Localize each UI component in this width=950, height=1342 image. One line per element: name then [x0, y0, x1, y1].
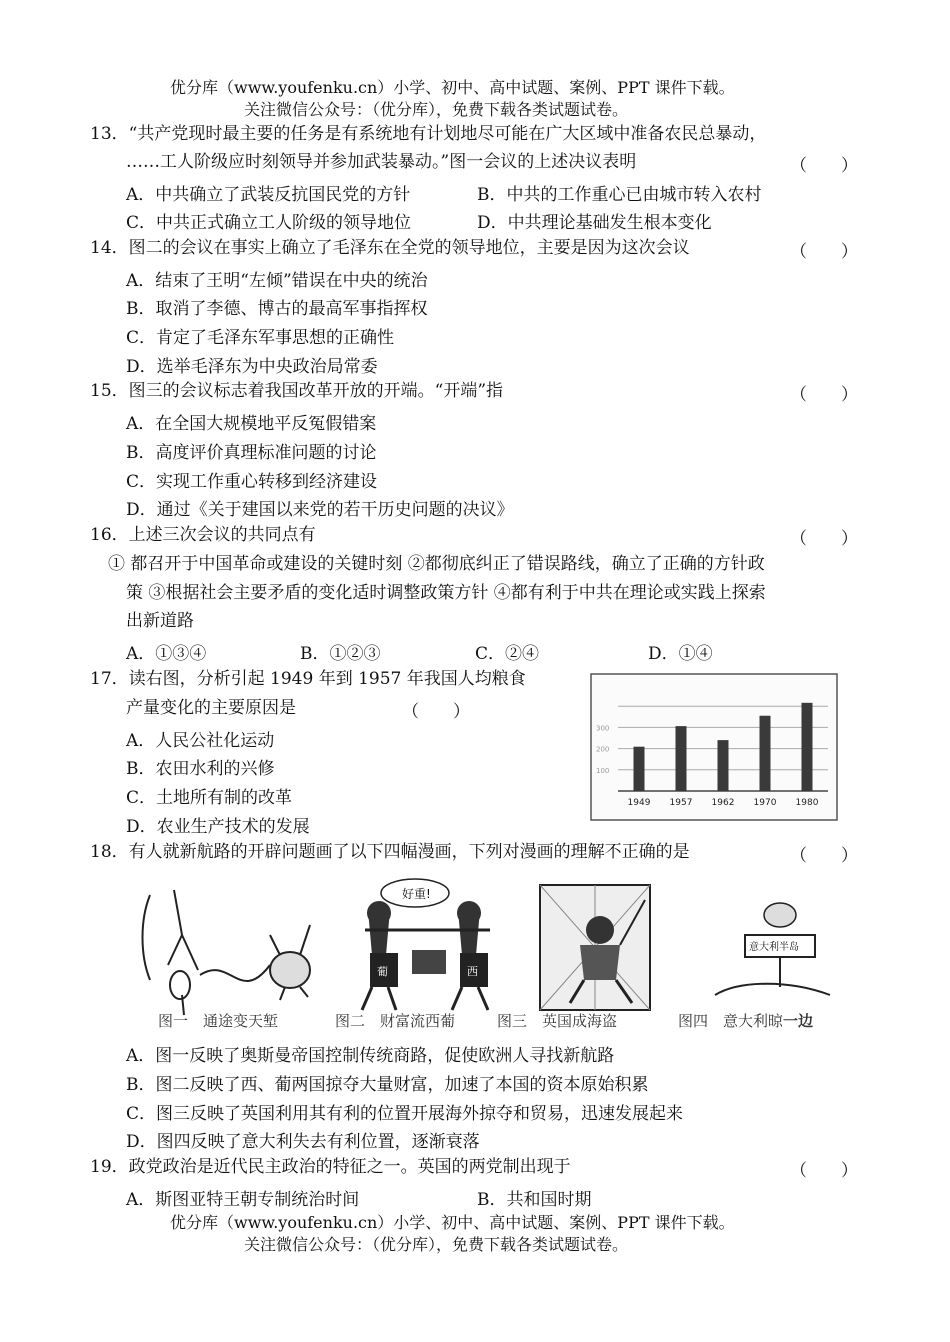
q15-answer-blank: （ ）: [790, 385, 858, 405]
cartoon-caption-2: 图二 财富流西葡: [335, 1012, 456, 1030]
chart-x-tick-label: 1949: [627, 798, 651, 808]
chart-bar-1957: [676, 726, 687, 791]
q17-option-a: A．人民公社化运动: [126, 731, 275, 751]
q16-option-d: D．①④: [648, 644, 713, 664]
q15-option-a: A．在全国大规模地平反冤假错案: [126, 414, 377, 434]
q18-stem: 18．有人就新航路的开辟问题画了以下四幅漫画，下列对漫画的理解不正确的是: [90, 842, 690, 862]
q17-option-d: D．农业生产技术的发展: [126, 817, 310, 837]
cartoon-1-scissors: [143, 890, 311, 1015]
q13-stem-line-2: ……工人阶级应时刻领导并参加武装暴动。”图一会议的上述决议表明: [126, 152, 637, 172]
q16-answer-blank: （ ）: [790, 529, 858, 549]
chart-y-tick-label: 100: [596, 766, 610, 775]
chart-y-tick-label: 300: [596, 724, 610, 733]
q18-option-b: B．图二反映了西、葡两国掠夺大量财富，加速了本国的资本原始积累: [126, 1075, 649, 1095]
cartoon-4-sign: [715, 903, 830, 995]
q18-option-d: D．图四反映了意大利失去有利位置，逐渐衰落: [126, 1132, 480, 1152]
q16-stem: 16．上述三次会议的共同点有: [90, 525, 316, 545]
q16-option-a: A．①③④: [126, 644, 207, 664]
q17-option-c: C．土地所有制的改革: [126, 788, 293, 808]
cartoon-2-sack-label-1: 葡: [377, 965, 388, 978]
cartoon-caption-4: [678, 1010, 813, 1032]
q15-option-b: B．高度评价真理标准问题的讨论: [126, 443, 377, 463]
cartoon-caption-4-main: 图四 意大利晾: [678, 1012, 784, 1030]
q16-statement-line-1: ① 都召开于中国革命或建设的关键时刻 ②都彻底纠正了错误路线，确立了正确的方针政: [108, 554, 765, 574]
footer-line-2: 关注微信公众号：（优分库），免费下载各类试题试卷。: [244, 1235, 629, 1254]
chart-bar-1962: [718, 740, 729, 791]
cartoon-caption-1: 图一 通途变天堑: [158, 1012, 279, 1030]
q18-option-a: A．图一反映了奥斯曼帝国控制传统商路，促使欧洲人寻找新航路: [126, 1046, 615, 1066]
footer-line-1: 优分库（www.youfenku.cn）小学、初中、高中试题、案例、PPT 课件下载。: [170, 1213, 735, 1232]
q19-option-a: A．斯图亚特王朝专制统治时间: [126, 1190, 360, 1210]
q14-option-d: D．选举毛泽东为中央政治局常委: [126, 357, 378, 377]
q14-answer-blank: （ ）: [790, 242, 858, 262]
q14-option-c: C．肯定了毛泽东军事思想的正确性: [126, 328, 395, 348]
q17-answer-blank: （ ）: [402, 702, 470, 722]
cartoon-4-sign-text: 意大利半岛: [749, 942, 799, 953]
q13-option-b: B．中共的工作重心已由城市转入农村: [477, 185, 762, 205]
cartoon-2-two-figures: [362, 879, 490, 1010]
q13-option-a: A．中共确立了武装反抗国民党的方针: [126, 185, 411, 205]
q14-option-b: B．取消了李德、博古的最高军事指挥权: [126, 299, 428, 319]
cartoon-caption-3: 图三 英国成海盗: [497, 1012, 618, 1030]
q15-option-c: C．实现工作重心转移到经济建设: [126, 472, 378, 492]
chart-x-tick-label: 1980: [795, 798, 819, 808]
chart-bar-1980: [802, 703, 813, 791]
chart-x-tick-label: 1957: [669, 798, 693, 808]
chart-y-tick-label: 200: [596, 745, 610, 754]
header-line-2: 关注微信公众号：（优分库），免费下载各类试题试卷。: [244, 100, 629, 119]
q15-stem: 15．图三的会议标志着我国改革开放的开端。“开端”指: [90, 381, 504, 401]
q17-stem-line-2: 产量变化的主要原因是: [126, 698, 296, 718]
cartoon-2-speech-bubble: 好重!: [402, 887, 431, 901]
chart-x-tick-label: 1970: [753, 798, 777, 808]
q17-stem-line-1: 17．读右图，分析引起 1949 年到 1957 年我国人均粮食: [90, 669, 526, 689]
cartoon-3-pirate: [540, 885, 650, 1010]
q13-answer-blank: （ ）: [790, 156, 858, 176]
q16-statement-line-3: 出新道路: [126, 611, 194, 631]
q14-option-a: A．结束了王明“左倾”错误在中央的统治: [126, 271, 428, 291]
q18-answer-blank: （ ）: [790, 846, 858, 866]
header-line-1: 优分库（www.youfenku.cn）小学、初中、高中试题、案例、PPT 课件下载。: [170, 78, 735, 97]
chart-bar-1970: [760, 716, 771, 791]
q16-option-c: C．②④: [475, 644, 540, 664]
q19-stem: 19．政党政治是近代民主政治的特征之一。英国的两党制出现于: [90, 1157, 571, 1177]
q18-option-c: C．图三反映了英国利用其有利的位置开展海外掠夺和贸易，迅速发展起来: [126, 1104, 684, 1124]
q19-answer-blank: （ ）: [790, 1161, 858, 1181]
q13-option-c: C．中共正式确立工人阶级的领导地位: [126, 213, 412, 233]
q17-option-b: B．农田水利的兴修: [126, 759, 275, 779]
cartoon-2-sack-label-2: 西: [467, 965, 478, 978]
chart-x-tick-label: 1962: [711, 798, 735, 808]
grain-per-capita-chart: [590, 673, 838, 821]
q15-option-d: D．通过《关于建国以来党的若干历史问题的决议》: [126, 500, 514, 520]
q16-statement-line-2: 策 ③根据社会主要矛盾的变化适时调整政策方针 ④都有利于中共在理论或实践上探索: [126, 583, 766, 603]
q13-option-d: D．中共理论基础发生根本变化: [477, 213, 712, 233]
chart-bar-1949: [634, 747, 645, 791]
cartoon-caption-4-tail: 一边: [783, 1012, 814, 1030]
q13-stem-line-1: 13．“共产党现时最主要的任务是有系统地有计划地尽可能在广大区域中准备农民总暴动，: [90, 124, 767, 144]
q14-stem: 14．图二的会议在事实上确立了毛泽东在全党的领导地位，主要是因为这次会议: [90, 238, 690, 258]
q16-option-b: B．①②③: [300, 644, 381, 664]
q19-option-b: B．共和国时期: [477, 1190, 592, 1210]
